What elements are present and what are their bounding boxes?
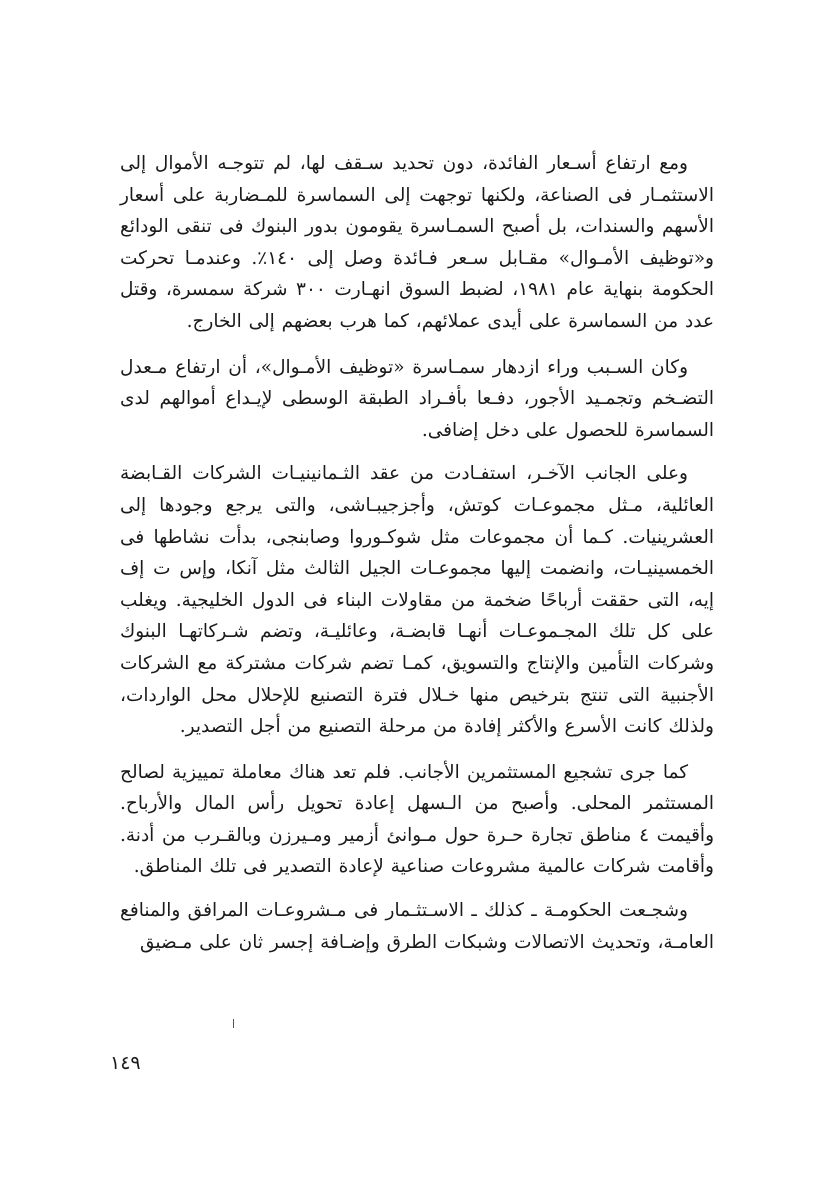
margin-mark [233,1019,234,1028]
paragraph-foreign-investors: كما جرى تشجيع المستثمرين الأجانب. فلم تعد هناك معاملة تمييزية لصالح المستثمر المحلى. وأصبح من الـسهل إعادة تحويل رأس المال والأرباح. وأقيمت ٤ مناطق تجارة حـرة حول مـوانئ أزمير ومـيرزن وبالقـرب من أدنة. وأقامت شركات عالمية مشروعات صناعية لإعادة التصدير فى تلك المناطق. [120,761,714,878]
paragraph-interest-rates: ومع ارتفاع أسـعار الفائدة، دون تحديد سـقف لها، لم تتوجـه الأموال إلى الاستثمـار فى الصناعة، ولكنها توجهت إلى السماسرة للمـضاربة على أسعار الأسهم والسندات، بل أصبح السمـاسرة يقومون بدور البنوك فى تنقى الودائع و«توظيف الأمـوال» مقـابل سـعر فـائدة وصل إلى ١٤٠٪. وعندمـا تحركت الحكومة بنهاية عام ١٩٨١، لضبط السوق انهـارت ٣٠٠ شركة سمسرة، وقتل عدد من السماسرة على أيدى عملائهم، كما هرب بعضهم إلى الخارج. [120,153,714,332]
body-text [120,148,714,972]
paragraph-holding-companies: وعلى الجانب الآخـر، استفـادت من عقد الثـمانينيـات الشركات القـابضة العائلية، مـثل مجموعـات كوتش، وأجزجيبـاشى، والتى يرجع وجودها إلى العشرينيات. كـما أن مجموعات مثل شوكـوروا وصابنجى، بدأت نشاطها فى الخمسينيـات، وانضمت إليها مجموعـات الجيل الثالث مثل آنكا، وإس ت إف إيه، التى حققت أرباحًا ضخمة من مقاولات البناء فى الدول الخليجية. ويغلب على كل تلك المجـموعـات أنهـا قابضـة، وعائليـة، وتضم شـركاتهـا البنوك وشركات التأمين والإنتاج والتسويق، كمـا تضم شركات مشتركة مع الشركات الأجنبية التى تنتج بترخيص منها خـلال فترة التصنيع للإحلال محل الواردات، ولذلك كانت الأسرع والأكثر إفادة من مرحلة التصنيع من أجل التصدير. [120,463,714,738]
paragraph-brokers-reason: وكان السـبب وراء ازدهار سمـاسرة «توظيف الأمـوال»، أن ارتفاع مـعدل التضـخم وتجمـيد الأجور، دفـعا بأفـراد الطبقة الوسطى لإيـداع أموالهم لدى السماسرة للحصول على دخل إضافى. [120,356,714,441]
page-number: ١٤٩ [110,1052,141,1074]
paragraph-public-utilities: وشجـعت الحكومـة ـ كذلك ـ الاسـتثـمار فى مـشروعـات المرافق والمنافع العامـة، وتحديث الاتصالات وشبكات الطرق وإضـافة إجسر ثان على مـضيق [120,900,714,953]
